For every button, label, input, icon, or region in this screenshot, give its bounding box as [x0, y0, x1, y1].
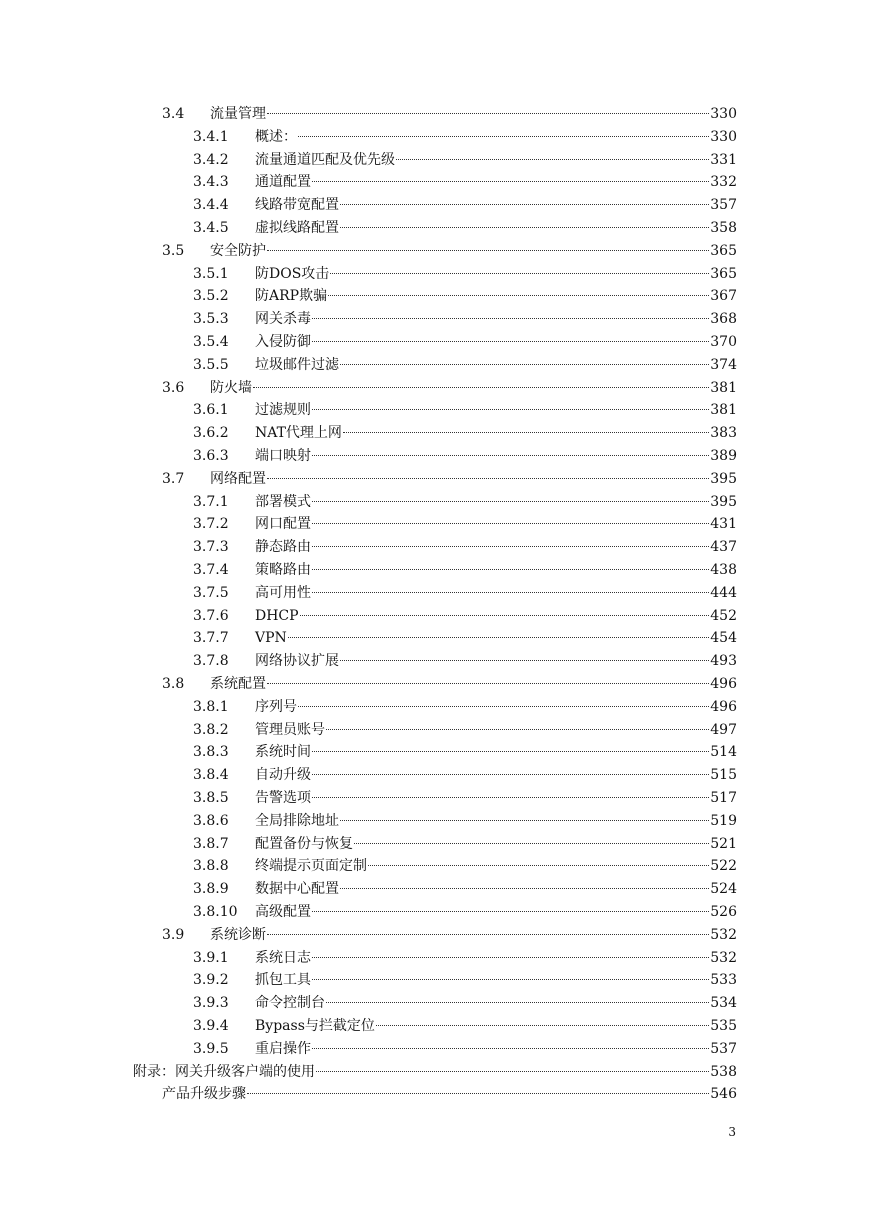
toc-dot-leader — [312, 522, 709, 524]
toc-dot-leader — [312, 591, 709, 593]
toc-entry-number: 3.5.4 — [193, 334, 229, 350]
toc-entry[interactable] — [193, 422, 737, 444]
toc-dot-leader — [340, 659, 709, 661]
toc-dot-leader — [312, 454, 709, 456]
toc-entry-number: 3.8.5 — [193, 790, 229, 806]
toc-entry-title: 垃圾邮件过滤 — [255, 357, 339, 373]
toc-entry-number: 3.7.4 — [193, 562, 229, 578]
toc-entry-title: 系统诊断 — [210, 927, 266, 943]
toc-dot-leader — [267, 682, 709, 684]
toc-dot-leader — [330, 272, 709, 274]
toc-entry-page: 395 — [710, 494, 737, 510]
toc-entry[interactable] — [193, 878, 737, 900]
toc-entry-page: 538 — [710, 1064, 737, 1080]
toc-dot-leader — [340, 203, 709, 205]
toc-entry[interactable] — [162, 673, 737, 695]
toc-entry-number: 3.8.1 — [193, 699, 229, 715]
toc-entry-title: 全局排除地址 — [255, 813, 339, 829]
toc-entry[interactable] — [193, 1038, 737, 1060]
toc-dot-leader — [312, 568, 709, 570]
toc-entry-number: 3.7.5 — [193, 585, 229, 601]
toc-entry-page: 496 — [710, 699, 737, 715]
toc-entry[interactable] — [193, 536, 737, 558]
toc-entry-number: 3.7.8 — [193, 653, 229, 669]
toc-entry-page: 522 — [710, 858, 737, 874]
toc-entry[interactable] — [193, 901, 737, 923]
toc-entry[interactable] — [193, 833, 737, 855]
toc-entry-page: 526 — [710, 904, 737, 920]
toc-dot-leader — [312, 545, 709, 547]
toc-entry-title: 网口配置 — [255, 516, 311, 532]
toc-entry-page: 452 — [710, 608, 737, 624]
toc-entry-title: 网络协议扩展 — [255, 653, 339, 669]
toc-entry-title: 安全防护 — [210, 243, 266, 259]
toc-entry-number: 3.5 — [162, 243, 185, 259]
toc-entry-title: 流量通道匹配及优先级 — [255, 152, 395, 168]
toc-entry[interactable] — [162, 103, 737, 125]
toc-entry-title: 重启操作 — [255, 1041, 311, 1057]
toc-entry-number: 3.9.2 — [193, 972, 229, 988]
toc-entry[interactable] — [193, 627, 737, 649]
toc-entry[interactable] — [162, 468, 737, 490]
toc-entry-number: 3.7.1 — [193, 494, 229, 510]
toc-entry[interactable] — [193, 285, 737, 307]
toc-entry-title: 端口映射 — [255, 448, 311, 464]
toc-dot-leader — [267, 933, 709, 935]
toc-entry-number: 3.6.1 — [193, 402, 229, 418]
toc-entry[interactable] — [193, 263, 737, 285]
toc-dot-leader — [298, 705, 709, 707]
toc-dot-leader — [312, 180, 709, 182]
page-number: 3 — [728, 1125, 736, 1139]
toc-entry-page: 389 — [710, 448, 737, 464]
toc-entry-page: 444 — [710, 585, 737, 601]
toc-entry-number: 3.4.5 — [193, 220, 229, 236]
toc-entry-number: 3.9.1 — [193, 950, 229, 966]
toc-entry-title: 虚拟线路配置 — [255, 220, 339, 236]
toc-dot-leader — [368, 864, 709, 866]
toc-entry-page: 493 — [710, 653, 737, 669]
toc-entry[interactable] — [193, 855, 737, 877]
toc-entry-page: 535 — [710, 1018, 737, 1034]
toc-entry-page: 537 — [710, 1041, 737, 1057]
toc-dot-leader — [312, 317, 709, 319]
toc-entry-number: 3.6.2 — [193, 425, 229, 441]
toc-entry-number: 3.5.1 — [193, 266, 229, 282]
toc-dot-leader — [300, 614, 710, 616]
toc-entry-title: 终端提示页面定制 — [255, 858, 367, 874]
toc-entry[interactable] — [193, 696, 737, 718]
toc-dot-leader — [354, 842, 709, 844]
toc-entry-number: 3.6 — [162, 380, 185, 396]
toc-entry-number: 3.7.3 — [193, 539, 229, 555]
toc-dot-leader — [316, 1070, 709, 1072]
toc-dot-leader — [267, 477, 709, 479]
toc-entry[interactable] — [193, 787, 737, 809]
toc-entry-page: 437 — [710, 539, 737, 555]
toc-entry-page: 517 — [710, 790, 737, 806]
toc-entry[interactable] — [193, 650, 737, 672]
toc-entry[interactable] — [193, 764, 737, 786]
toc-entry-page: 519 — [710, 813, 737, 829]
toc-entry-title: 系统日志 — [255, 950, 311, 966]
toc-entry-title: 数据中心配置 — [255, 881, 339, 897]
toc-entry-page: 381 — [710, 402, 737, 418]
toc-entry-page: 367 — [710, 288, 737, 304]
toc-entry[interactable] — [193, 947, 737, 969]
toc-entry-title: 过滤规则 — [255, 402, 311, 418]
toc-entry[interactable] — [193, 354, 737, 376]
toc-dot-leader — [396, 158, 709, 160]
toc-entry-page: 358 — [710, 220, 737, 236]
toc-entry[interactable] — [193, 331, 737, 353]
toc-entry[interactable] — [193, 1015, 737, 1037]
toc-entry-page: 331 — [710, 152, 737, 168]
toc-entry-title: 告警选项 — [255, 790, 311, 806]
toc-entry[interactable] — [193, 969, 737, 991]
toc-entry-title: 策略路由 — [255, 562, 311, 578]
toc-entry-page: 383 — [710, 425, 737, 441]
toc-entry-page: 357 — [710, 197, 737, 213]
toc-entry-title: 附录：网关升级客户端的使用 — [133, 1064, 315, 1080]
toc-entry[interactable] — [193, 582, 737, 604]
toc-entry-page: 365 — [710, 266, 737, 282]
toc-entry-number: 3.9.5 — [193, 1041, 229, 1057]
toc-entry-page: 431 — [710, 516, 737, 532]
toc-entry-page: 532 — [710, 950, 737, 966]
toc-entry-page: 395 — [710, 471, 737, 487]
toc-dot-leader — [340, 363, 709, 365]
toc-entry-title: 系统配置 — [210, 676, 266, 692]
toc-entry-page: 332 — [710, 174, 737, 190]
toc-entry-page: 546 — [710, 1086, 737, 1102]
toc-dot-leader — [312, 340, 709, 342]
toc-entry-page: 496 — [710, 676, 737, 692]
toc-entry-page: 368 — [710, 311, 737, 327]
toc-dot-leader — [343, 431, 709, 433]
toc-entry-number: 3.8.6 — [193, 813, 229, 829]
toc-entry[interactable] — [193, 445, 737, 467]
toc-entry-number: 3.8.9 — [193, 881, 229, 897]
toc-entry[interactable] — [193, 399, 737, 421]
toc-entry[interactable] — [193, 171, 737, 193]
toc-entry-title: Bypass与拦截定位 — [255, 1018, 375, 1034]
toc-entry-number: 3.4 — [162, 106, 185, 122]
toc-entry-title: 防DOS攻击 — [255, 266, 330, 282]
toc-entry-title: VPN — [255, 630, 287, 646]
toc-entry-title: 管理员账号 — [255, 722, 325, 738]
toc-entry[interactable] — [193, 741, 737, 763]
toc-entry-title: 网关杀毒 — [255, 311, 311, 327]
toc-dot-leader — [376, 1024, 709, 1026]
toc-dot-leader — [288, 636, 709, 638]
toc-entry-number: 3.8.10 — [193, 904, 238, 920]
toc-entry[interactable] — [193, 513, 737, 535]
toc-entry-number: 3.8 — [162, 676, 185, 692]
toc-entry-title: 命令控制台 — [255, 995, 325, 1011]
toc-dot-leader — [247, 1092, 709, 1094]
toc-dot-leader — [312, 750, 709, 752]
toc-entry-number: 3.9 — [162, 927, 185, 943]
toc-entry[interactable] — [193, 719, 737, 741]
toc-entry-title: NAT代理上网 — [255, 425, 342, 441]
toc-dot-leader — [328, 294, 709, 296]
toc-entry[interactable] — [193, 149, 737, 171]
toc-entry[interactable] — [162, 240, 737, 262]
toc-entry[interactable] — [162, 1083, 737, 1105]
toc-entry-page: 365 — [710, 243, 737, 259]
toc-entry-title: 配置备份与恢复 — [255, 836, 353, 852]
toc-dot-leader — [326, 1001, 709, 1003]
toc-entry-page: 454 — [710, 630, 737, 646]
toc-entry-number: 3.8.2 — [193, 722, 229, 738]
toc-entry-number: 3.8.4 — [193, 767, 229, 783]
toc-dot-leader — [312, 978, 709, 980]
toc-dot-leader — [298, 135, 709, 137]
toc-entry-page: 532 — [710, 927, 737, 943]
toc-entry-number: 3.5.2 — [193, 288, 229, 304]
toc-dot-leader — [312, 500, 709, 502]
toc-entry-title: 通道配置 — [255, 174, 311, 190]
toc-entry-number: 3.7.6 — [193, 608, 229, 624]
toc-entry[interactable] — [193, 491, 737, 513]
toc-dot-leader — [267, 249, 709, 251]
toc-entry-number: 3.4.1 — [193, 129, 229, 145]
toc-entry-page: 534 — [710, 995, 737, 1011]
toc-entry[interactable] — [193, 810, 737, 832]
toc-entry-page: 497 — [710, 722, 737, 738]
toc-entry-title: 入侵防御 — [255, 334, 311, 350]
toc-entry[interactable] — [133, 1061, 737, 1083]
toc-dot-leader — [267, 112, 709, 114]
toc-entry-page: 514 — [710, 744, 737, 760]
toc-entry-page: 515 — [710, 767, 737, 783]
toc-entry-title: 抓包工具 — [255, 972, 311, 988]
toc-entry[interactable] — [193, 308, 737, 330]
toc-entry-number: 3.4.2 — [193, 152, 229, 168]
toc-entry-title: DHCP — [255, 608, 299, 624]
toc-entry-page: 521 — [710, 836, 737, 852]
toc-dot-leader — [340, 887, 709, 889]
toc-entry-title: 高可用性 — [255, 585, 311, 601]
toc-entry-number: 3.4.4 — [193, 197, 229, 213]
toc-entry-number: 3.9.4 — [193, 1018, 229, 1034]
toc-dot-leader — [312, 910, 709, 912]
toc-dot-leader — [312, 773, 709, 775]
toc-entry-number: 3.9.3 — [193, 995, 229, 1011]
toc-dot-leader — [326, 728, 709, 730]
toc-entry-title: 流量管理 — [210, 106, 266, 122]
toc-entry-number: 3.7 — [162, 471, 185, 487]
toc-entry-title: 高级配置 — [255, 904, 311, 920]
toc-entry[interactable] — [162, 924, 737, 946]
toc-entry[interactable] — [193, 559, 737, 581]
toc-entry-number: 3.6.3 — [193, 448, 229, 464]
toc-entry-title: 序列号 — [255, 699, 297, 715]
toc-entry[interactable] — [162, 377, 737, 399]
toc-dot-leader — [340, 226, 709, 228]
toc-entry-title: 自动升级 — [255, 767, 311, 783]
toc-entry-page: 370 — [710, 334, 737, 350]
toc-entry[interactable] — [193, 605, 737, 627]
toc-dot-leader — [312, 408, 709, 410]
toc-entry-number: 3.8.3 — [193, 744, 229, 760]
toc-entry-title: 静态路由 — [255, 539, 311, 555]
toc-entry-number: 3.7.2 — [193, 516, 229, 532]
toc-dot-leader — [253, 386, 709, 388]
toc-entry-page: 524 — [710, 881, 737, 897]
toc-entry[interactable] — [193, 194, 737, 216]
toc-entry-number: 3.8.8 — [193, 858, 229, 874]
toc-entry-number: 3.5.5 — [193, 357, 229, 373]
toc-entry-title: 线路带宽配置 — [255, 197, 339, 213]
toc-entry-title: 防火墙 — [210, 380, 252, 396]
toc-entry-number: 3.4.3 — [193, 174, 229, 190]
toc-entry-page: 381 — [710, 380, 737, 396]
toc-entry-title: 网络配置 — [210, 471, 266, 487]
toc-dot-leader — [312, 1047, 709, 1049]
toc-entry-number: 3.8.7 — [193, 836, 229, 852]
toc-entry-number: 3.7.7 — [193, 630, 229, 646]
toc-dot-leader — [312, 956, 709, 958]
toc-entry-number: 3.5.3 — [193, 311, 229, 327]
toc-dot-leader — [312, 796, 709, 798]
toc-entry[interactable] — [193, 992, 737, 1014]
toc-entry-title: 产品升级步骤 — [162, 1086, 246, 1102]
toc-entry-page: 330 — [710, 129, 737, 145]
toc-entry-title: 部署模式 — [255, 494, 311, 510]
toc-dot-leader — [340, 819, 709, 821]
toc-entry-page: 438 — [710, 562, 737, 578]
toc-entry-page: 533 — [710, 972, 737, 988]
toc-entry-page: 374 — [710, 357, 737, 373]
toc-entry-title: 系统时间 — [255, 744, 311, 760]
toc-entry[interactable] — [193, 217, 737, 239]
toc-entry-title: 防ARP欺骗 — [255, 288, 328, 304]
toc-entry-page: 330 — [710, 106, 737, 122]
toc-entry[interactable] — [193, 126, 737, 148]
toc-entry-title: 概述： — [255, 129, 297, 145]
